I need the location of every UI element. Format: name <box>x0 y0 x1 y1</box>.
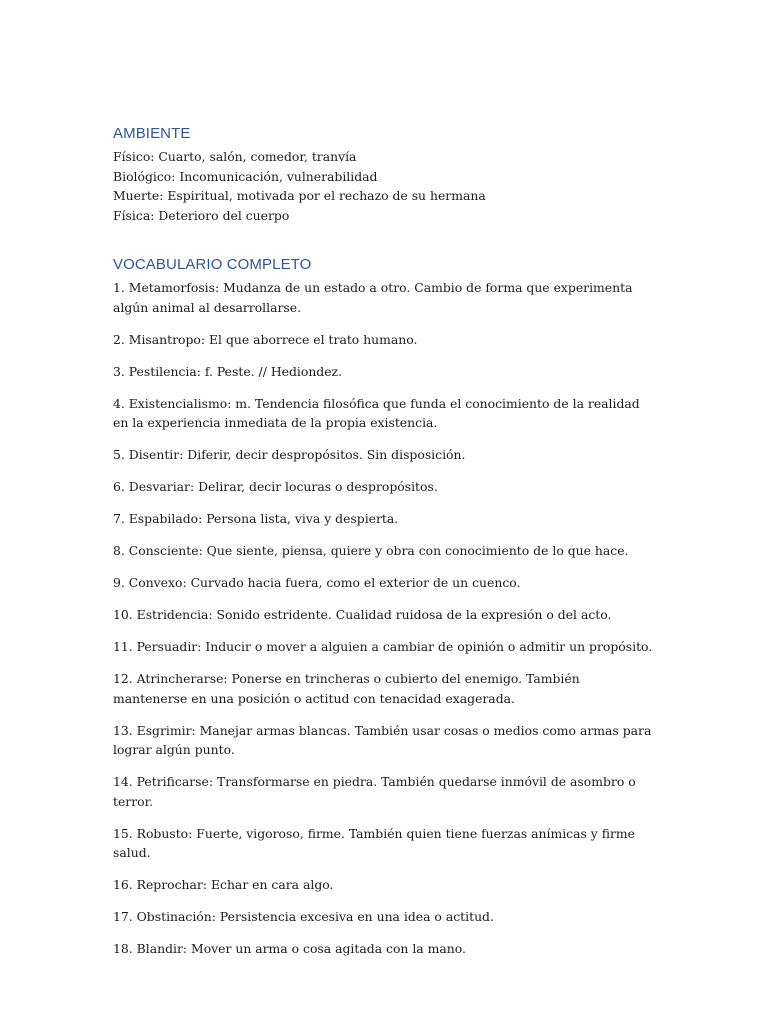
vocab-item: 12. Atrincherarse: Ponerse en trincheras o cubierto del enemigo. También mantenerse en una posición o actitud con tenacidad exagerada. <box>113 671 580 706</box>
vocab-item: 18. Blandir: Mover un arma o cosa agitada con la mano. <box>113 941 466 956</box>
ambiente-line-muerte: Muerte: Espiritual, motivada por el rechazo de su hermana <box>113 188 486 203</box>
vocab-item: 7. Espabilado: Persona lista, viva y despierta. <box>113 511 399 526</box>
vocab-item: 5. Disentir: Diferir, decir despropósitos. Sin disposición. <box>113 447 466 462</box>
document-body <box>113 124 653 971</box>
vocab-item: 1. Metamorfosis: Mudanza de un estado a otro. Cambio de forma que experimenta algún animal al desarrollarse. <box>113 280 633 315</box>
vocab-item: 10. Estridencia: Sonido estridente. Cualidad ruidosa de la expresión o del acto. <box>113 607 612 622</box>
vocab-item: 9. Convexo: Curvado hacia fuera, como el exterior de un cuenco. <box>113 575 521 590</box>
vocab-item: 4. Existencialismo: m. Tendencia filosófica que funda el conocimiento de la realidad en la experiencia inmediata de la propia existencia. <box>113 395 640 430</box>
vocab-item: 11. Persuadir: Inducir o mover a alguien a cambiar de opinión o admitir un propósito. <box>113 639 653 654</box>
vocabulario-list <box>113 278 653 959</box>
vocab-item: 14. Petrificarse: Transformarse en piedra. También quedarse inmóvil de asombro o terror. <box>113 774 636 809</box>
vocab-item: 15. Robusto: Fuerte, vigoroso, firme. También quien tiene fuerzas anímicas y firme salud. <box>113 825 636 860</box>
ambiente-heading: AMBIENTE <box>113 125 191 142</box>
vocab-item: 17. Obstinación: Persistencia excesiva en una idea o actitud. <box>113 909 494 924</box>
ambiente-line-fisica: Física: Deterioro del cuerpo <box>113 207 290 223</box>
ambiente-line-biologico: Biológico: Incomunicación, vulnerabilidad <box>113 168 378 184</box>
vocab-item: 3. Pestilencia: f. Peste. // Hediondez. <box>113 363 343 379</box>
vocab-item: 8. Consciente: Que siente, piensa, quiere y obra con conocimiento de lo que hace. <box>113 543 629 558</box>
vocab-item: 2. Misantropo: El que aborrece el trato humano. <box>113 331 418 347</box>
vocabulario-section <box>113 255 653 959</box>
vocabulario-heading: VOCABULARIO COMPLETO <box>113 256 312 273</box>
vocab-item: 16. Reprochar: Echar en cara algo. <box>113 877 334 892</box>
ambiente-section <box>113 124 653 225</box>
ambiente-line-fisico: Físico: Cuarto, salón, comedor, tranvía <box>113 149 357 164</box>
vocab-item: 13. Esgrimir: Manejar armas blancas. También usar cosas o medios como armas para lograr algún punto. <box>113 722 652 757</box>
vocab-item: 6. Desvariar: Delirar, decir locuras o despropósitos. <box>113 479 438 494</box>
